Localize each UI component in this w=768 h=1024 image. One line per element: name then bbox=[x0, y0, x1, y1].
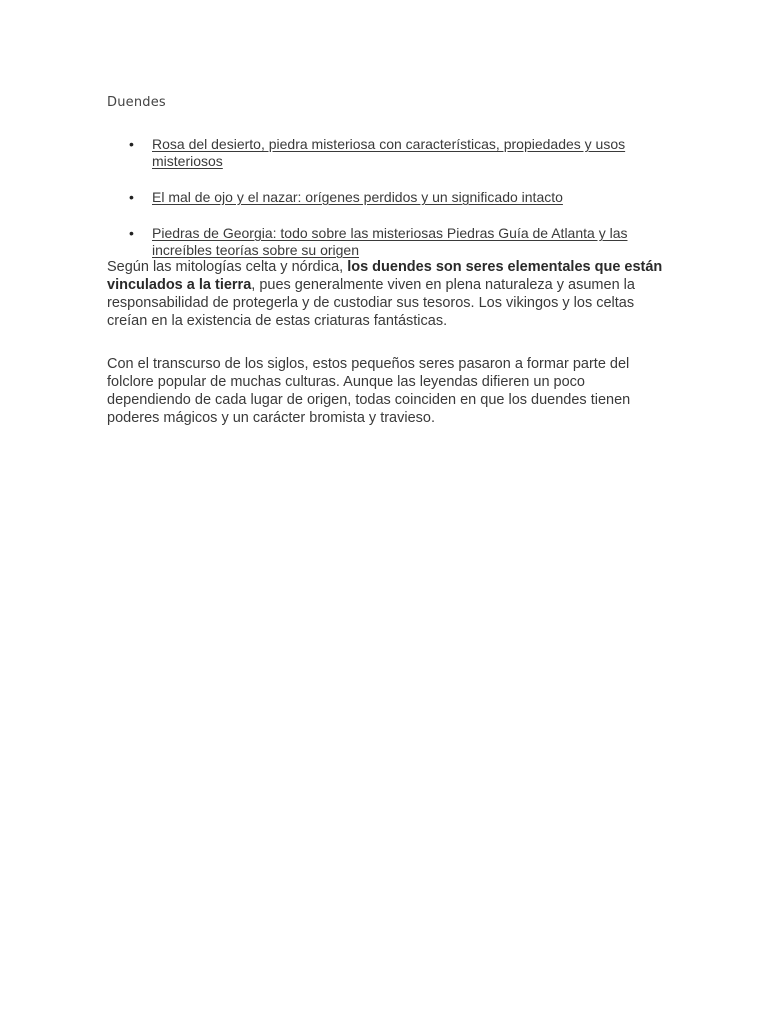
paragraph-bold-text: los duendes son seres elementales que están vinculados a la tierra bbox=[107, 259, 663, 293]
bullet-icon: • bbox=[129, 136, 134, 152]
page-title: Duendes bbox=[107, 95, 166, 110]
list-item bbox=[107, 189, 667, 206]
paragraph-intro-text: Según las mitologías celta y nórdica, bbox=[107, 259, 348, 275]
related-link-rosa-del-desierto[interactable]: Rosa del desierto, piedra misteriosa con características, propiedades y usos misteriosos bbox=[152, 136, 626, 169]
paragraph-folklore: Con el transcurso de los siglos, estos pequeños seres pasaron a formar parte del folclore popular de muchas culturas. Aunque las leyendas difieren un poco dependiendo de cada lugar de origen, todas coinciden en que los duendes tienen poderes mágicos y un carácter bromista y travieso. bbox=[107, 356, 631, 426]
paragraph-rest-text: , pues generalmente viven en plena naturaleza y asumen la responsabilidad de protegerla y de custodiar sus tesoros. Los vikingos y los celtas creían en la existencia de estas criaturas fantásticas. bbox=[107, 277, 635, 329]
list-item bbox=[107, 225, 667, 259]
related-link-mal-de-ojo[interactable]: El mal de ojo y el nazar: orígenes perdidos y un significado intacto bbox=[152, 189, 563, 205]
related-links-list bbox=[107, 136, 667, 259]
bullet-icon: • bbox=[129, 189, 134, 205]
list-item bbox=[107, 136, 667, 170]
related-link-piedras-de-georgia[interactable]: Piedras de Georgia: todo sobre las misteriosas Piedras Guía de Atlanta y las increíbles teorías sobre su origen bbox=[152, 225, 628, 258]
paragraph-mythology bbox=[107, 258, 667, 330]
bullet-icon: • bbox=[129, 225, 134, 241]
